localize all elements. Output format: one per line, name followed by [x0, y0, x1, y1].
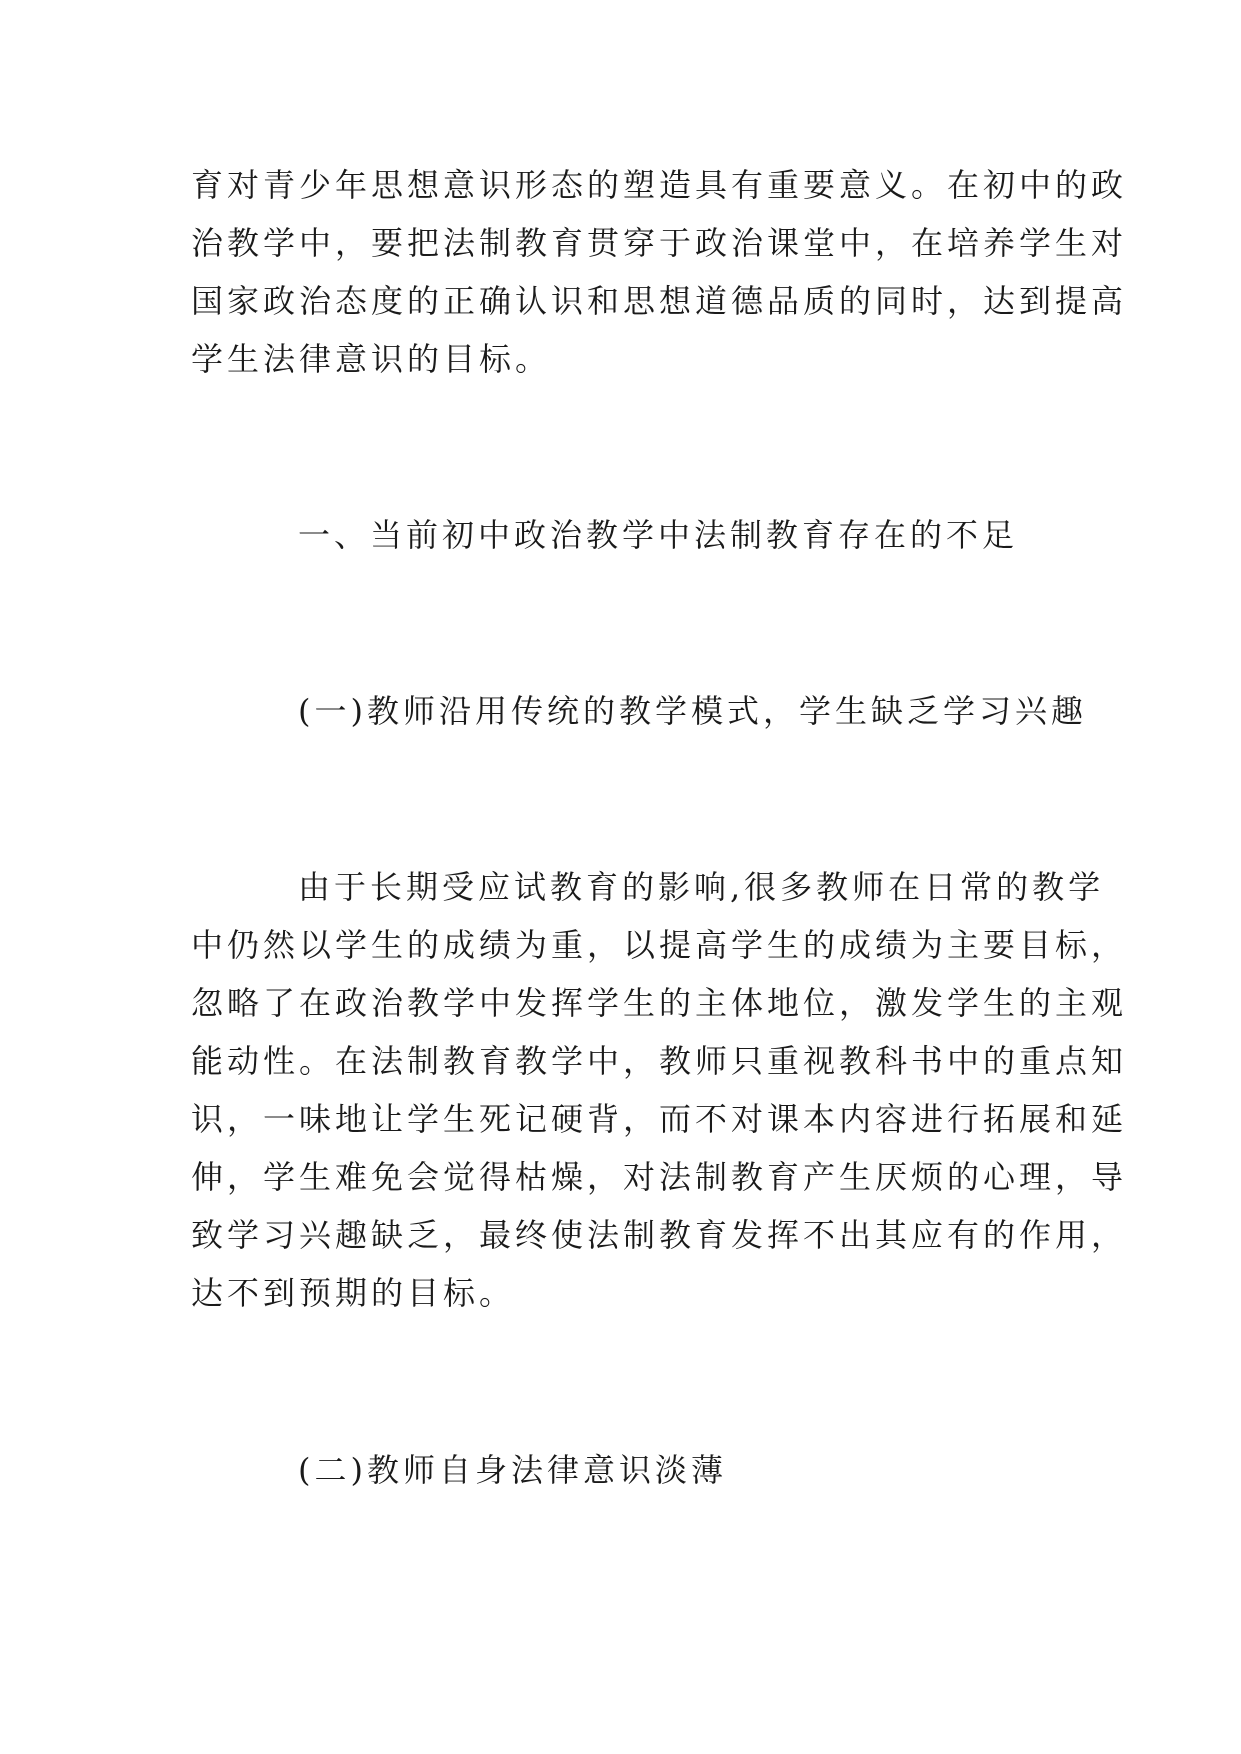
paragraph-line: 达不到预期的目标。 [191, 1274, 516, 1312]
paragraph-line: 治教学中，要把法制教育贯穿于政治课堂中，在培养学生对 [191, 224, 1128, 262]
paragraph-line: 致学习兴趣缺乏，最终使法制教育发挥不出其应有的作用， [191, 1216, 1128, 1254]
paragraph-line: 忽略了在政治教学中发挥学生的主体地位，激发学生的主观 [191, 984, 1128, 1022]
subsection-1-paragraph [191, 858, 1128, 1322]
subsection-heading: (二)教师自身法律意识淡薄 [298, 1451, 727, 1489]
intro-paragraph [191, 156, 1128, 388]
paragraph-line: 能动性。在法制教育教学中，教师只重视教科书中的重点知 [191, 1042, 1128, 1080]
subsection-heading: (一)教师沿用传统的教学模式，学生缺乏学习兴趣 [298, 692, 1087, 730]
paragraph-line: 学生法律意识的目标。 [191, 340, 552, 378]
paragraph-line: 由于长期受应试教育的影响,很多教师在日常的教学 [298, 868, 1105, 906]
paragraph-line: 识，一味地让学生死记硬背，而不对课本内容进行拓展和延 [191, 1100, 1128, 1138]
paragraph-line: 国家政治态度的正确认识和思想道德品质的同时，达到提高 [191, 282, 1128, 320]
paragraph-line: 中仍然以学生的成绩为重，以提高学生的成绩为主要目标， [191, 926, 1128, 964]
paragraph-line: 伸，学生难免会觉得枯燥，对法制教育产生厌烦的心理，导 [191, 1158, 1128, 1196]
section-heading: 一、当前初中政治教学中法制教育存在的不足 [298, 516, 1019, 554]
paragraph-line: 育对青少年思想意识形态的塑造具有重要意义。在初中的政 [191, 166, 1128, 204]
